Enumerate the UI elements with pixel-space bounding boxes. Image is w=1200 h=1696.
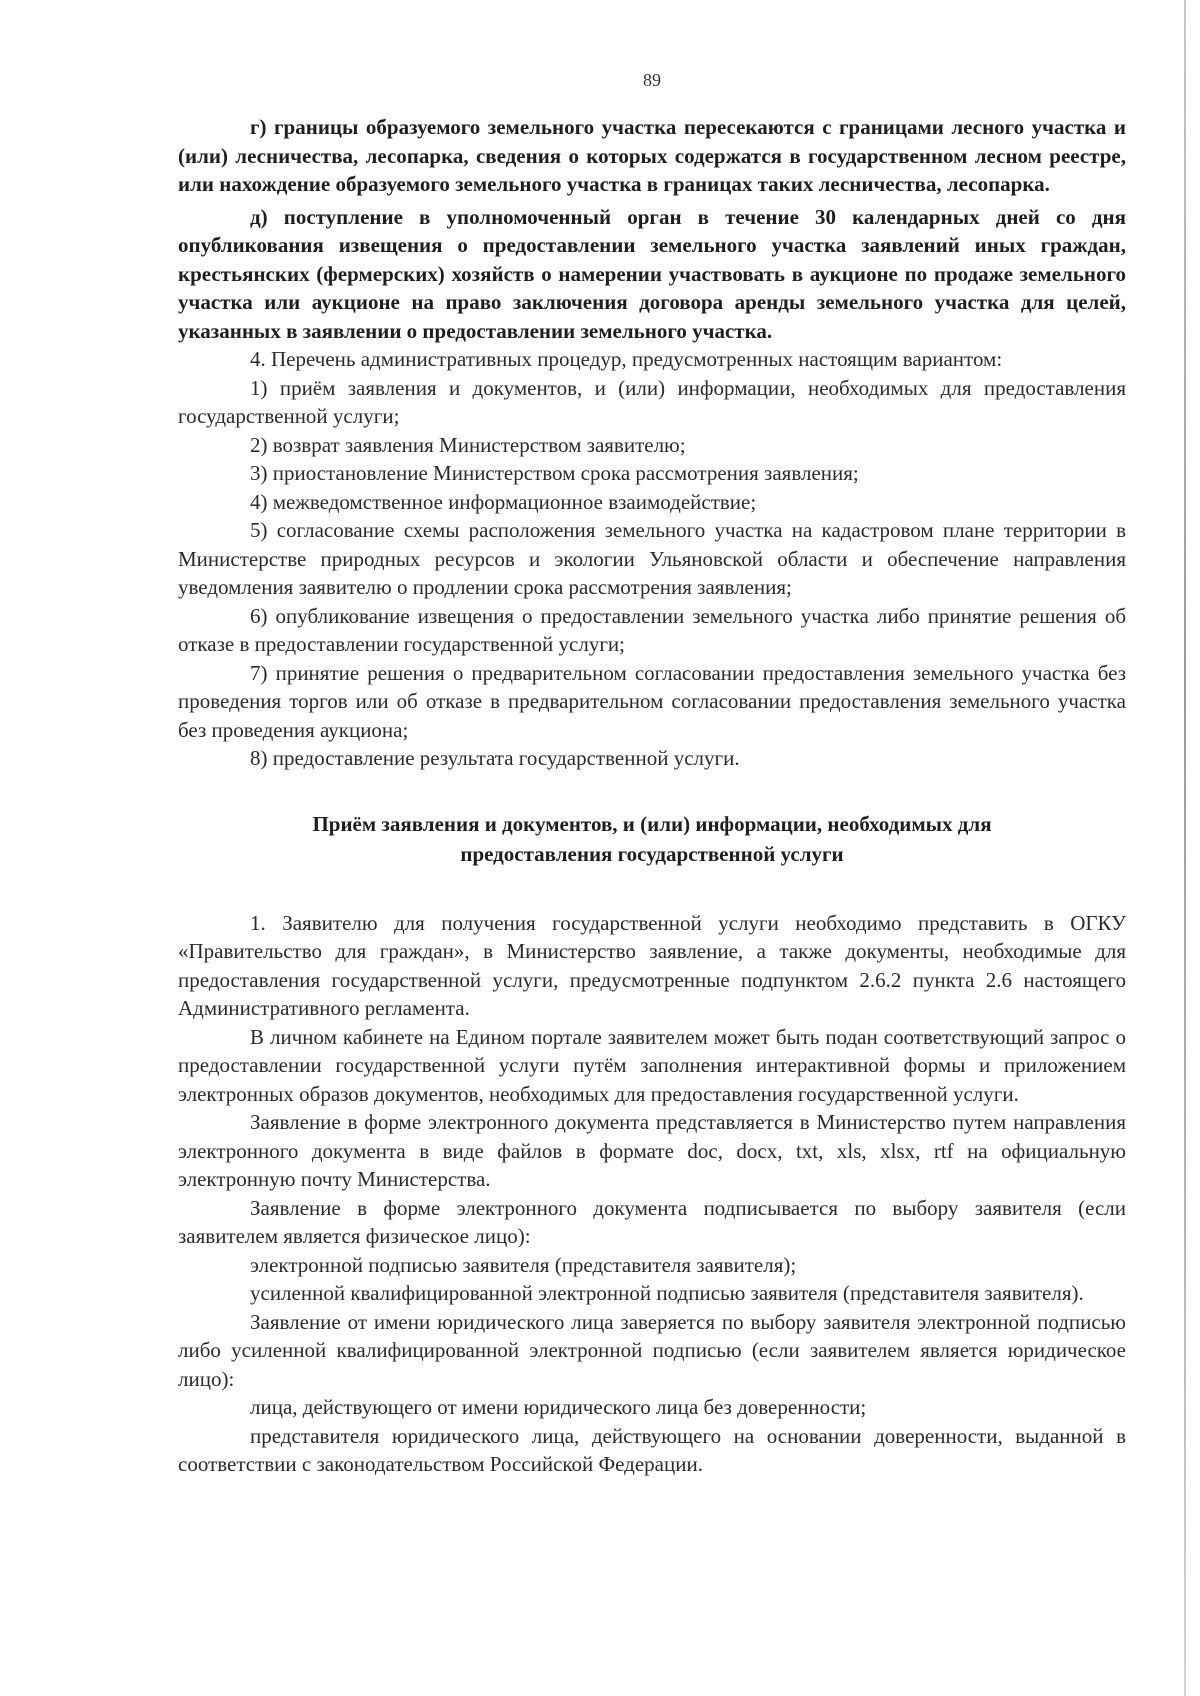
section-paragraph-1: 1. Заявителю для получения государственной услуги необходимо представить в ОГКУ «Правительство для граждан», в Министерство заявление, а также документы, необходимые для предоставления государственной услуги, предусмотренные подпунктом 2.6.2 пункта 2.6 настоящего Административного регламента. — [178, 910, 1126, 1020]
section-paragraph-2: В личном кабинете на Едином портале заявителем может быть подан соответствующий запрос о предоставлении государственной услуги путём заполнения интерактивной формы и приложением электронных образов документов, необходимых для предоставления государственной услуги. — [178, 1024, 1126, 1106]
page-number: 89 — [643, 70, 661, 90]
section-paragraph-9: представителя юридического лица, действующего на основании доверенности, выданной в соответствии с законодательством Российской Федерации. — [178, 1423, 1126, 1476]
procedure-item-4: 4) межведомственное информационное взаимодействие; — [250, 489, 757, 514]
document-page — [178, 70, 1126, 1479]
procedures-intro: 4. Перечень административных процедур, предусмотренных настоящим вариантом: — [250, 347, 1003, 371]
section-paragraph-3: Заявление в форме электронного документа представляется в Министерство путем направления электронного документа в виде файлов в формате doc, docx, txt, xls, xlsx, rtf на официальную электронную почту Министерства. — [178, 1110, 1126, 1191]
scan-edge-line — [1184, 0, 1186, 1696]
section-heading-line-1: Приём заявления и документов, и (или) информации, необходимых для — [312, 811, 992, 836]
section-paragraph-6: усиленной квалифицированной электронной подписью заявителя (представителя заявителя). — [250, 1281, 1084, 1305]
procedure-item-7: 7) принятие решения о предварительном согласовании предоставления земельного участка без проведения торгов или об отказе в предварительном согласовании предоставления земельного участка без проведения аукциона; — [178, 660, 1126, 742]
section-paragraph-4: Заявление в форме электронного документа подписывается по выбору заявителя (если заявителем является физическое лицо): — [178, 1195, 1126, 1248]
procedure-item-5: 5) согласование схемы расположения земельного участка на кадастровом плане территории в Министерстве природных ресурсов и экологии Ульяновской области и обеспечение направления уведомления заявителю о продлении срока рассмотрения заявления; — [178, 518, 1126, 599]
section-paragraph-5: электронной подписью заявителя (представителя заявителя); — [250, 1252, 797, 1277]
procedure-item-2: 2) возврат заявления Министерством заявителю; — [250, 432, 686, 457]
procedure-item-3: 3) приостановление Министерством срока рассмотрения заявления; — [250, 461, 859, 485]
item-g-paragraph: г) границы образуемого земельного участка пересекаются с границами лесного участка и (или) лесничества, лесопарка, сведения о которых содержатся в государственном лесном реестре, или нахождение образуемого земельного участка в границах таких лесничества, лесопарка. — [178, 115, 1126, 196]
item-d-paragraph: д) поступление в уполномоченный орган в течение 30 календарных дней со дня опубликования извещения о предоставлении земельного участка заявлений иных граждан, крестьянских (фермерских) хозяйств о намерении участвовать в аукционе по продаже земельного участка или аукционе на право заключения договора аренды земельного участка для целей, указанных в заявлении о предоставлении земельного участка. — [178, 204, 1126, 343]
section-paragraph-8: лица, действующего от имени юридического лица без доверенности; — [250, 1395, 867, 1419]
section-heading — [208, 809, 1096, 869]
procedure-item-8: 8) предоставление результата государственной услуги. — [250, 746, 740, 770]
section-paragraph-7: Заявление от имени юридического лица заверяется по выбору заявителя электронной подписью либо усиленной квалифицированной электронной подписью (если заявителем является юридическое лицо): — [178, 1309, 1126, 1391]
section-heading-line-2: предоставления государственной услуги — [460, 841, 844, 866]
procedure-item-6: 6) опубликование извещения о предоставлении земельного участка либо принятие решения об отказе в предоставлении государственной услуги; — [178, 603, 1126, 656]
procedure-item-1: 1) приём заявления и документов, и (или) информации, необходимых для предоставления государственной услуги; — [178, 375, 1126, 428]
